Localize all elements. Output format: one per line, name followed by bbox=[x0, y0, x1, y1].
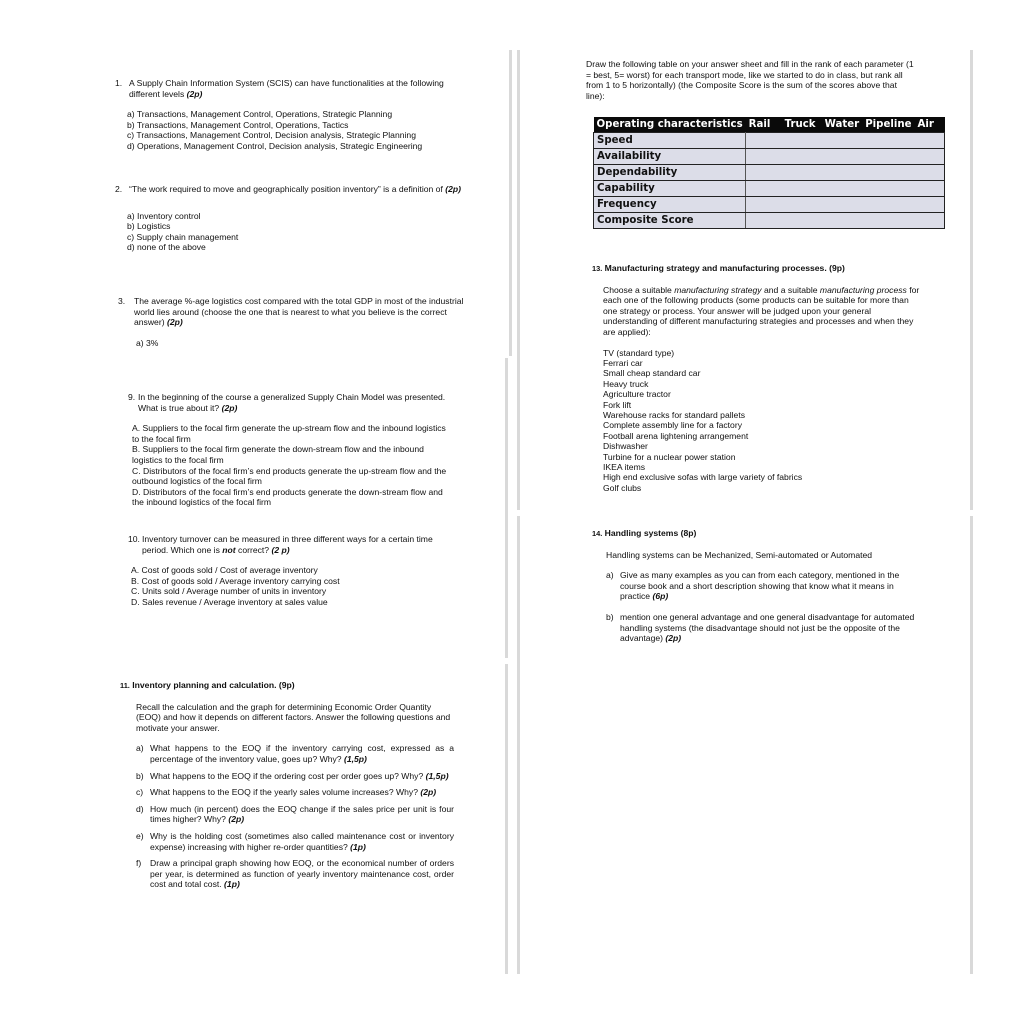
question-2 bbox=[115, 184, 467, 253]
table-row bbox=[594, 181, 945, 197]
question-11 bbox=[120, 680, 454, 890]
question-13 bbox=[592, 263, 922, 493]
question-text: Inventory turnover can be measured in three different ways for a certain time period. Which one is bbox=[142, 534, 433, 555]
question-number: 1. bbox=[115, 78, 123, 88]
list-item: High end exclusive sofas with large variety of fabrics bbox=[603, 472, 803, 483]
row-label-availability: Availability bbox=[594, 149, 746, 165]
option-b: b) Transactions, Management Control, Operations, Tactics bbox=[127, 119, 349, 130]
operating-characteristics-table bbox=[593, 117, 945, 229]
list-item: Small cheap standard car bbox=[603, 368, 701, 379]
list-item: TV (standard type) bbox=[603, 347, 675, 358]
option-c: C. Units sold / Average number of units in inventory bbox=[131, 586, 327, 597]
option-d: d) Operations, Management Control, Decision analysis, Strategic Engineering bbox=[127, 140, 423, 151]
table-row bbox=[594, 197, 945, 213]
question-emphasis: not bbox=[222, 544, 236, 555]
option-c: c) Transactions, Management Control, Decision analysis, Strategic Planning bbox=[127, 130, 416, 141]
list-item: Agriculture tractor bbox=[603, 389, 671, 400]
option-b: b) Logistics bbox=[127, 221, 171, 232]
table-instructions: Draw the following table on your answer sheet and fill in the rank of each parameter (1 = best, 5= worst) for each transport mode, like we started to do in class, but rank all from 1 to 5 horizontally) (the Composite Score is the sum of the scores above that line): bbox=[586, 59, 914, 101]
points: (2p) bbox=[221, 402, 238, 413]
product-list bbox=[592, 348, 922, 494]
header-operating-characteristics: Operating characteristics bbox=[594, 117, 746, 133]
option-a: a) 3% bbox=[136, 337, 159, 348]
question-number: 11. bbox=[120, 681, 130, 690]
question-text: “The work required to move and geographically position inventory” is a definition of bbox=[129, 184, 443, 194]
row-label-composite-score: Composite Score bbox=[594, 213, 746, 229]
table-row bbox=[594, 149, 945, 165]
sub-question-a: a) Give as many examples as you can from each category, mentioned in the course book and a short description showing that know what it means in practice (6p) bbox=[606, 570, 900, 602]
row-label-frequency: Frequency bbox=[594, 197, 746, 213]
sub-question-b: b) mention one general advantage and one general disadvantage for automated handling systems (the disadvantage should not just be the opposite of the advantage) (2p) bbox=[606, 611, 915, 644]
option-a: A. Cost of goods sold / Cost of average inventory bbox=[131, 565, 318, 576]
question-number: 13. bbox=[592, 264, 603, 273]
row-label-speed: Speed bbox=[594, 133, 746, 149]
header-pipeline: Pipeline bbox=[862, 117, 914, 133]
question-14 bbox=[592, 528, 922, 644]
option-c: C. Distributors of the focal firm’s end products generate the up-stream flow and the outbound logistics of the focal firm bbox=[132, 465, 447, 487]
question-text: The average %-age logistics cost compared with the total GDP in most of the industrial world lies around (choose the one that is nearest to what you believe is the correct answer) bbox=[134, 296, 464, 328]
header-air: Air bbox=[915, 117, 945, 133]
list-item: Golf clubs bbox=[603, 482, 642, 493]
list-item: Warehouse racks for standard pallets bbox=[603, 410, 746, 420]
list-item: Heavy truck bbox=[603, 378, 649, 389]
question-number: 2. bbox=[115, 184, 123, 194]
option-a: a) Inventory control bbox=[127, 210, 201, 221]
sub-question-e: e) Why is the holding cost (sometimes also called maintenance cost or inventory expense) increasing with higher re-order quantities? (1p) bbox=[136, 830, 454, 852]
option-b: B. Suppliers to the focal firm generate the down-stream flow and the inbound logistics to the focal firm bbox=[132, 444, 424, 465]
option-c: c) Supply chain management bbox=[127, 231, 239, 242]
question-intro: Handling systems can be Mechanized, Semi-automated or Automated bbox=[606, 549, 873, 560]
question-number: 10. bbox=[128, 534, 140, 544]
sub-question-c: c) What happens to the EOQ if the yearly sales volume increases? Why? (2p) bbox=[136, 787, 437, 798]
question-title: Handling systems (8p) bbox=[604, 528, 697, 538]
option-a: a) Transactions, Management Control, Operations, Strategic Planning bbox=[127, 109, 393, 120]
question-text: A Supply Chain Information System (SCIS) can have functionalities at the following different levels bbox=[129, 78, 444, 99]
option-d: D. Sales revenue / Average inventory at sales value bbox=[131, 596, 328, 607]
row-label-capability: Capability bbox=[594, 181, 746, 197]
list-item: Dishwasher bbox=[603, 441, 648, 452]
question-title: Manufacturing strategy and manufacturing processes. (9p) bbox=[604, 263, 845, 273]
option-b: B. Cost of goods sold / Average inventory carrying cost bbox=[131, 575, 340, 586]
points: (2p) bbox=[166, 317, 183, 328]
question-number: 14. bbox=[592, 529, 603, 538]
table-row bbox=[594, 213, 945, 229]
question-title: Inventory planning and calculation. (9p) bbox=[132, 680, 295, 690]
question-text: In the beginning of the course a generalized Supply Chain Model was presented. What is true about it? bbox=[138, 392, 446, 413]
question-intro: Recall the calculation and the graph for determining Economic Order Quantity (EOQ) and how it depends on different factors. Answer the following questions and motivate your answer. bbox=[136, 701, 451, 733]
header-water: Water bbox=[822, 117, 863, 133]
points: (2p) bbox=[445, 184, 461, 194]
option-a: A. Suppliers to the focal firm generate the up-stream flow and the inbound logistics to the focal firm bbox=[132, 423, 446, 444]
table-row bbox=[594, 165, 945, 181]
question-3 bbox=[118, 296, 468, 348]
question-text-end: correct? bbox=[238, 544, 270, 555]
table-row bbox=[594, 133, 945, 149]
sub-question-f: f) Draw a principal graph showing how EOQ, or the economical number of orders per year, is determined as function of yearly inventory maintenance cost, order cost and total cost. (1p) bbox=[136, 858, 454, 890]
question-number: 3. bbox=[118, 296, 126, 306]
points: (2p) bbox=[186, 88, 203, 99]
list-item: Complete assembly line for a factory bbox=[603, 420, 742, 431]
question-10 bbox=[128, 534, 454, 608]
sub-question-d: d) How much (in percent) does the EOQ change if the sales price per unit is four times higher? Why? (2p) bbox=[136, 803, 454, 825]
header-rail: Rail bbox=[746, 117, 782, 133]
points: (2 p) bbox=[271, 544, 290, 555]
list-item: Ferrari car bbox=[603, 357, 643, 368]
question-intro: Choose a suitable manufacturing strategy and a suitable manufacturing process for each one of the following products (some products can be suitable for more than one strategy or process. Your answer will be judged upon your general understanding of different manufacturing strategies and processes and when they are applied): bbox=[603, 284, 920, 337]
table-header-row bbox=[594, 117, 945, 133]
option-d: d) none of the above bbox=[127, 242, 206, 253]
sub-question-a: a) What happens to the EOQ if the inventory carrying cost, expressed as a percentage of the inventory value, goes up? Why? (1,5p) bbox=[136, 743, 454, 764]
option-d: D. Distributors of the focal firm’s end products generate the down-stream flow and the inbound logistics of the focal firm bbox=[132, 486, 443, 508]
list-item: IKEA items bbox=[603, 462, 646, 473]
question-number: 9. bbox=[128, 392, 136, 402]
list-item: Turbine for a nuclear power station bbox=[603, 451, 736, 462]
row-label-dependability: Dependability bbox=[594, 165, 746, 181]
question-9 bbox=[128, 392, 450, 508]
header-truck: Truck bbox=[782, 117, 822, 133]
list-item: Football arena lightening arrangement bbox=[603, 430, 749, 441]
sub-question-b: b) What happens to the EOQ if the ordering cost per order goes up? Why? (1,5p) bbox=[136, 770, 449, 781]
question-1 bbox=[115, 78, 465, 152]
list-item: Fork lift bbox=[603, 399, 632, 410]
